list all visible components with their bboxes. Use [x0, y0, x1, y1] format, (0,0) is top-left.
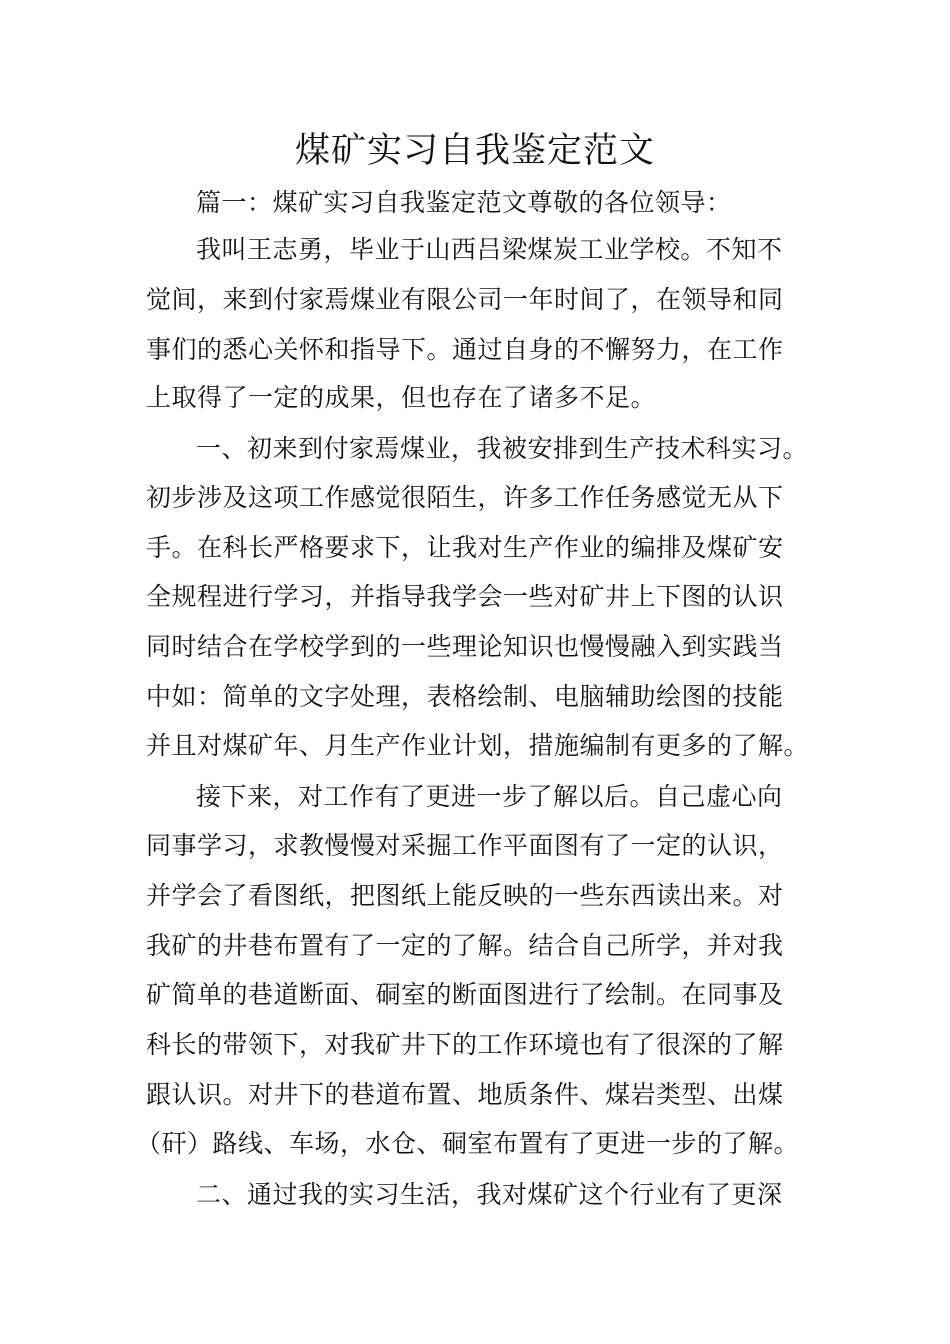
paragraph-line: 上取得了一定的成果，但也存在了诸多不足。	[146, 383, 657, 412]
paragraph-line: 接下来，对工作有了更进一步了解以后。自己虚心向	[196, 782, 783, 811]
paragraph-line: 二、通过我的实习生活，我对煤矿这个行业有了更深	[196, 1180, 783, 1209]
paragraph-line: 同事学习，求教慢慢对采掘工作平面图有了一定的认识，	[146, 831, 784, 860]
paragraph-line: 并学会了看图纸，把图纸上能反映的一些东西读出来。对	[146, 881, 784, 910]
paragraph-line: 事们的悉心关怀和指导下。通过自身的不懈努力，在工作	[146, 335, 784, 364]
paragraph-line: 我叫王志勇，毕业于山西吕梁煤炭工业学校。不知不	[196, 235, 783, 264]
paragraph-line: 一、初来到付家焉煤业，我被安排到生产技术科实习。	[196, 434, 809, 463]
paragraph-line: 科长的带领下，对我矿井下的工作环境也有了很深的了解	[146, 1030, 784, 1059]
paragraph-line: 中如：简单的文字处理，表格绘制、电脑辅助绘图的技能	[146, 682, 784, 711]
paragraph-line: 跟认识。对井下的巷道布置、地质条件、煤岩类型、出煤	[146, 1080, 784, 1109]
paragraph-line: 并且对煤矿年、月生产作业计划，措施编制有更多的了解。	[146, 731, 810, 760]
paragraph-line: 篇一：煤矿实习自我鉴定范文尊敬的各位领导：	[196, 188, 732, 217]
paragraph-line: 觉间，来到付家焉煤业有限公司一年时间了，在领导和同	[146, 285, 784, 314]
paragraph-line: 我矿的井巷布置有了一定的了解。结合自己所学，并对我	[146, 931, 784, 960]
paragraph-line: 初步涉及这项工作感觉很陌生，许多工作任务感觉无从下	[146, 483, 784, 512]
paragraph-line: 矿简单的巷道断面、硐室的断面图进行了绘制。在同事及	[146, 980, 784, 1009]
paragraph-line: 全规程进行学习，并指导我学会一些对矿井上下图的认识	[146, 582, 784, 611]
document-title: 煤矿实习自我鉴定范文	[294, 131, 655, 171]
paragraph-line: 手。在科长严格要求下，让我对生产作业的编排及煤矿安	[146, 533, 784, 562]
paragraph-line: 同时结合在学校学到的一些理论知识也慢慢融入到实践当	[146, 632, 784, 661]
paragraph-line: （矸）路线、车场，水仓、硐室布置有了更进一步的了解。	[136, 1129, 800, 1158]
